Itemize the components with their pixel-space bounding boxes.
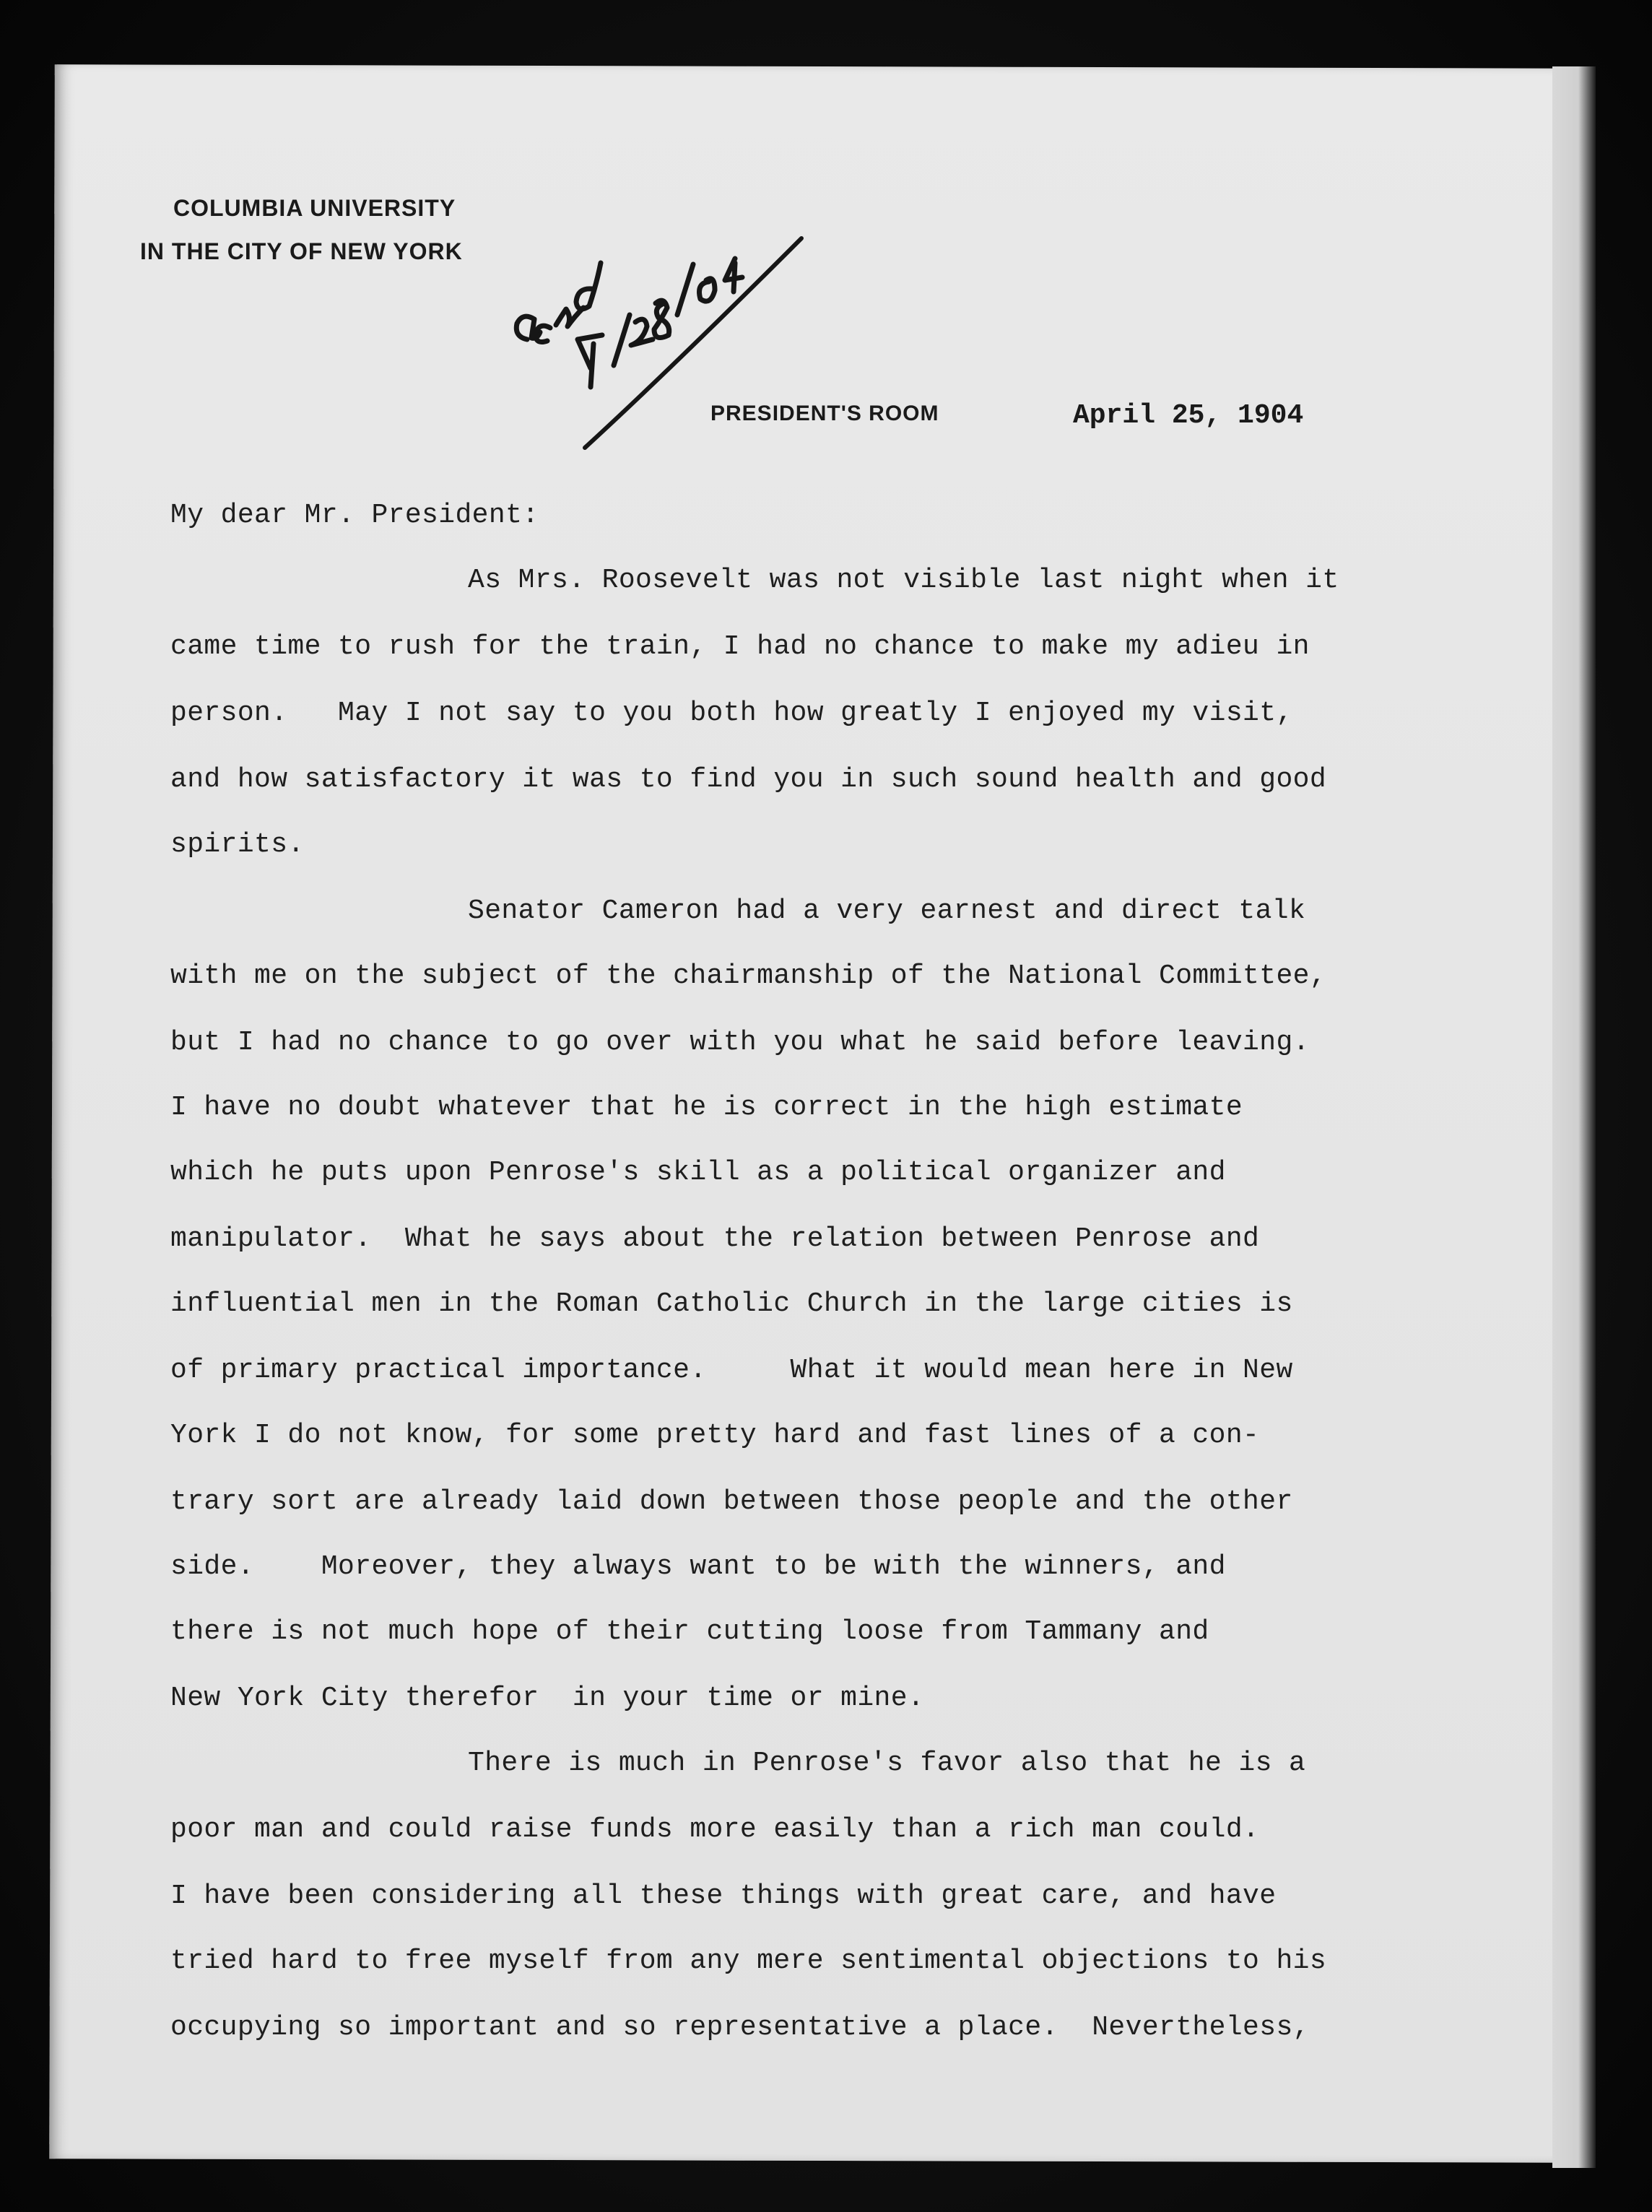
letterhead-line-2: IN THE CITY OF NEW YORK	[140, 238, 463, 264]
body-line: Senator Cameron had a very earnest and direct talk	[468, 895, 1306, 927]
page-edge	[1552, 66, 1596, 2168]
body-line: occupying so important and so representative a place. Nevertheless,	[170, 2012, 1310, 2043]
body-line: came time to rush for the train, I had no chance to make my adieu in	[170, 631, 1310, 662]
body-line: but I had no chance to go over with you what he said before leaving.	[170, 1027, 1310, 1058]
body-line: As Mrs. Roosevelt was not visible last night when it	[468, 565, 1339, 596]
presidents-room-heading: PRESIDENT'S ROOM	[710, 402, 939, 425]
letterhead	[140, 186, 463, 273]
letterhead-line-1: COLUMBIA UNIVERSITY	[173, 195, 456, 221]
body-line: I have no doubt whatever that he is correct in the high estimate	[170, 1092, 1243, 1123]
salutation: My dear Mr. President:	[170, 500, 539, 531]
body-line: There is much in Penrose's favor also that he is a	[468, 1748, 1306, 1779]
body-line: tried hard to free myself from any mere sentimental objections to his	[170, 1946, 1327, 1977]
body-line: New York City therefor in your time or mine.	[170, 1683, 925, 1714]
body-line: manipulator. What he says about the relation between Penrose and	[170, 1223, 1260, 1254]
body-line: trary sort are already laid down between those people and the other	[170, 1486, 1293, 1517]
body-line: person. May I not say to you both how greatly I enjoyed my visit,	[170, 698, 1293, 729]
body-line: poor man and could raise funds more easily than a rich man could.	[170, 1814, 1260, 1845]
body-line: York I do not know, for some pretty hard and fast lines of a con-	[170, 1420, 1260, 1451]
body-line: there is not much hope of their cutting loose from Tammany and	[170, 1616, 1209, 1647]
body-line: I have been considering all these things with great care, and have	[170, 1881, 1277, 1912]
body-line: side. Moreover, they always want to be with the winners, and	[170, 1551, 1226, 1582]
letter-date: April 25, 1904	[1073, 400, 1304, 431]
body-line: influential men in the Roman Catholic Church in the large cities is	[170, 1288, 1293, 1319]
body-line: and how satisfactory it was to find you in such sound health and good	[170, 764, 1327, 795]
body-line: spirits.	[170, 829, 305, 860]
body-line: which he puts upon Penrose's skill as a political organizer and	[170, 1157, 1226, 1188]
body-line: of primary practical importance. What it would mean here in New	[170, 1355, 1293, 1386]
body-line: with me on the subject of the chairmanship of the National Committee,	[170, 960, 1327, 992]
